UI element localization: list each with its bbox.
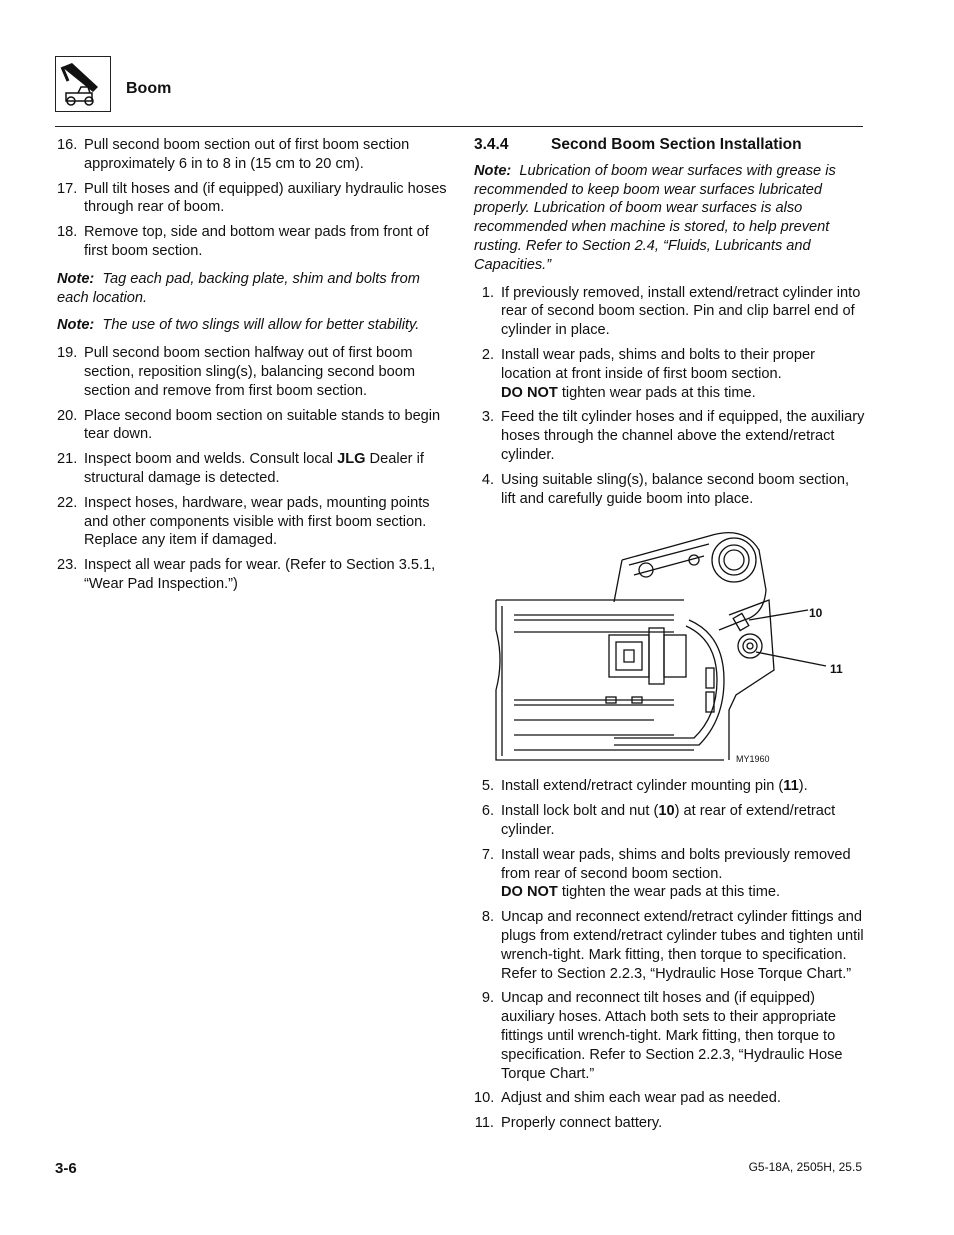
removal-steps-list-b bbox=[57, 344, 449, 594]
header-rule bbox=[55, 126, 863, 127]
page-header-title: Boom bbox=[126, 80, 172, 97]
list-item: 4. Using suitable sling(s), balance second boom section, lift and carefully guide boom into place. bbox=[481, 471, 850, 507]
callout-10: 10 bbox=[809, 606, 823, 621]
list-item: 23. Inspect all wear pads for wear. (Refer to Section 3.5.1, “Wear Pad Inspection.”) bbox=[57, 557, 436, 592]
list-item: 6. Install lock bolt and nut (10) at rear of extend/retract cylinder. bbox=[481, 803, 836, 838]
section-logo bbox=[55, 56, 111, 112]
note-lubrication: Note: Lubrication of boom wear surfaces with grease is recommended to keep boom wear surfaces lubricated properly. Lubrication of boom wear surfaces is also recommended when machine is stored, to help prevent rusting. Refer to Section 2.4, “Fluids, Lubricants and Capacities.” bbox=[474, 162, 836, 273]
list-item: 9. Uncap and reconnect tilt hoses and (if equipped) auxiliary hoses. Attach both sets to their appropriate fittings until wrench-tight. Mark fitting, then torque to specification. Refer to Section 2.2.3, “Hydraulic Hose Torque Chart.” bbox=[481, 990, 843, 1082]
removal-steps-list-a bbox=[57, 136, 449, 261]
page-number: 3-6 bbox=[55, 1160, 77, 1177]
telehandler-icon bbox=[56, 57, 110, 111]
list-item: 17. Pull tilt hoses and (if equipped) auxiliary hydraulic hoses through rear of boom. bbox=[57, 180, 447, 216]
list-item: 22. Inspect hoses, hardware, wear pads, mounting points and other components visible with first boom section. Replace any item if damaged. bbox=[57, 494, 430, 549]
list-item: 1. If previously removed, install extend/retract cylinder into rear of second boom section. Pin and clip barrel end of cylinder in place. bbox=[481, 284, 861, 339]
right-column bbox=[474, 136, 866, 1139]
callout-11: 11 bbox=[830, 662, 843, 677]
list-item: 21. Inspect boom and welds. Consult local JLG Dealer if structural damage is detected. bbox=[57, 451, 424, 486]
installation-steps-list-a bbox=[474, 284, 866, 509]
note-two-slings: Note: The use of two slings will allow for better stability. bbox=[57, 317, 420, 334]
boom-cylinder-illustration bbox=[474, 520, 864, 765]
list-item: 18. Remove top, side and bottom wear pads from front of first boom section. bbox=[57, 224, 429, 259]
left-column bbox=[57, 136, 449, 600]
installation-steps-list-b bbox=[474, 777, 866, 1133]
list-item: 8. Uncap and reconnect extend/retract cylinder fittings and plugs from extend/retract cylinder tubes and tighten until wrench-tight. Mark fitting, then torque to specification. Refer to Section 2.2.3, “Hydraulic Hose Torque Chart.” bbox=[481, 909, 864, 982]
boom-cylinder-figure bbox=[474, 520, 864, 765]
list-item: 16. Pull second boom section out of first boom section approximately 6 in to 8 in (15 cm to 20 cm). bbox=[57, 137, 410, 172]
list-item: 20. Place second boom section on suitable stands to begin tear down. bbox=[57, 407, 441, 443]
list-item: 19. Pull second boom section halfway out of first boom section, reposition sling(s), balancing second boom section and remove from first boom section. bbox=[57, 345, 415, 399]
document-id: G5-18A, 2505H, 25.5 bbox=[748, 1160, 862, 1174]
figure-id: MY1960 bbox=[736, 754, 770, 765]
list-item: 2. Install wear pads, shims and bolts to their proper location at front inside of first boom section. DO NOT tighten wear pads at this time. bbox=[481, 346, 815, 401]
note-tag-pads: Note: Tag each pad, backing plate, shim and bolts from each location. bbox=[57, 270, 420, 306]
list-item: 5. Install extend/retract cylinder mounting pin (11). bbox=[481, 778, 808, 795]
list-item: 3. Feed the tilt cylinder hoses and if equipped, the auxiliary hoses through the channel above the extend/retract cylinder. bbox=[481, 409, 865, 463]
section-heading: 3.4.4 Second Boom Section Installation bbox=[474, 136, 802, 153]
list-item: 10. Adjust and shim each wear pad as needed. bbox=[474, 1090, 781, 1107]
list-item: 7. Install wear pads, shims and bolts previously removed from rear of second boom section. DO NOT tighten the wear pads at this time. bbox=[481, 846, 851, 901]
list-item: 11. Properly connect battery. bbox=[474, 1115, 663, 1132]
